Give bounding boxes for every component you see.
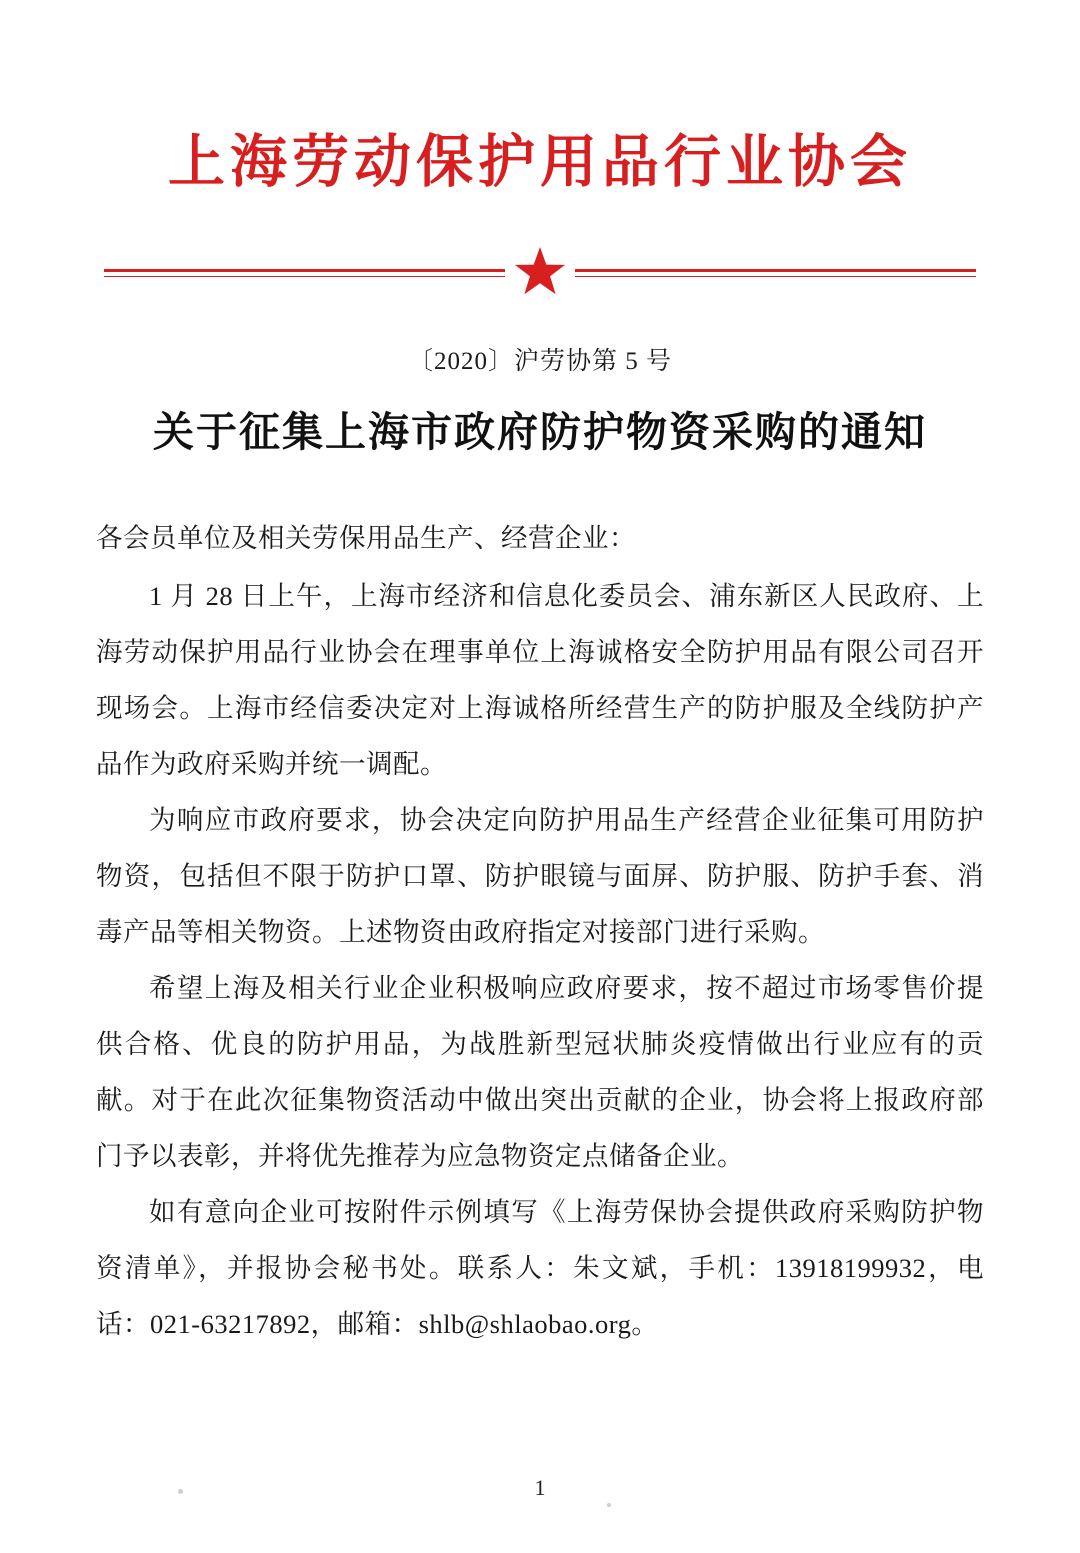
organization-title: 上海劳动保护用品行业协会 [168,131,912,194]
paragraph-3: 希望上海及相关行业企业积极响应政府要求，按不超过市场零售价提供合格、优良的防护用品，为战胜新型冠状肺炎疫情做出行业应有的贡献。对于在此次征集物资活动中做出突出贡献的企业，协会将上报政府部门予以表彰，并将优先推荐为应急物资定点储备企业。 [96,972,984,1171]
paragraph-1: 1 月 28 日上午，上海市经济和信息化委员会、浦东新区人民政府、上海劳动保护用品行业协会在理事单位上海诚格安全防护用品有限公司召开现场会。上海市经信委决定对上海诚格所经营生产的防护服及全线防护产品作为政府采购并统一调配。 [96,580,984,779]
red-star-icon [505,247,575,295]
scan-speck [178,1489,183,1494]
paragraph-4: 如有意向企业可按附件示例填写《上海劳保协会提供政府采购防护物资清单》，并报协会秘书处。联系人：朱文斌，手机：13918199932，电话：021-63217892，邮箱：shlb@shlaobao.org。 [96,1196,984,1339]
letterhead [96,0,984,195]
letterhead-divider [96,247,984,295]
page-title: 关于征集上海市政府防护物资采购的通知 [153,408,927,455]
document-body [96,510,984,1352]
scan-speck [607,1503,611,1507]
paragraph-2: 为响应市政府要求，协会决定向防护用品生产经营企业征集可用防护物资，包括但不限于防护口罩、防护眼镜与面屏、防护服、防护手套、消毒产品等相关物资。上述物资由政府指定对接部门进行采购。 [96,804,984,947]
page-number: 1 [534,1475,546,1500]
document-number: 〔2020〕沪劳协第 5 号 [407,347,672,375]
salutation: 各会员单位及相关劳保用品生产、经营企业： [96,522,636,553]
